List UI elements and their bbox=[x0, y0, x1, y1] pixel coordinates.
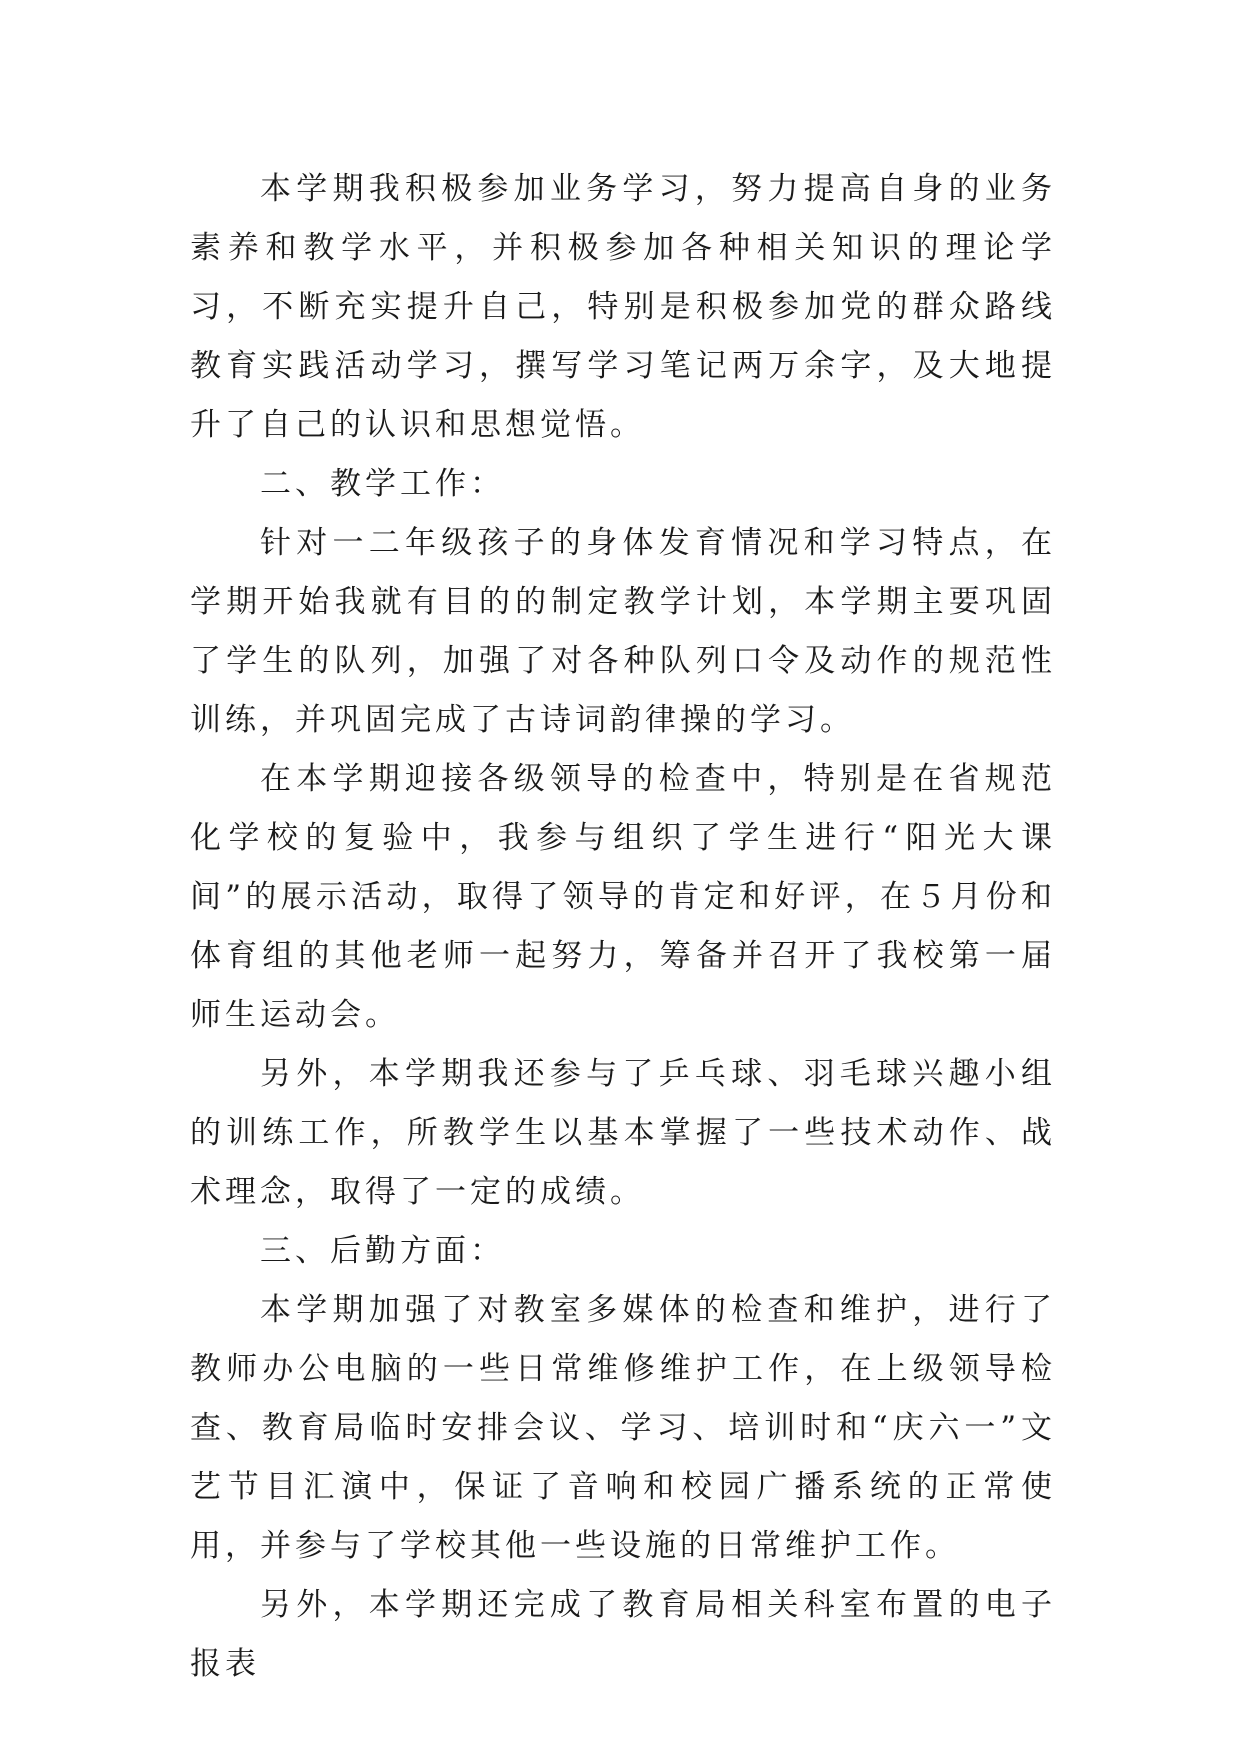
paragraph-study: 本学期我积极参加业务学习，努力提高自身的业务素养和教学水平，并积极参加各种相关知识的理论学习，不断充实提升自己，特别是积极参加党的群众路线教育实践活动学习，撰写学习笔记两万余字，及大地提升了自己的认识和思想觉悟。 bbox=[190, 171, 1056, 443]
paragraph-interest-groups: 另外，本学期我还参与了乒乓球、羽毛球兴趣小组的训练工作，所教学生以基本掌握了一些技术动作、战术理念，取得了一定的成绩。 bbox=[190, 1056, 1056, 1210]
paragraph-teaching-plan: 针对一二年级孩子的身体发育情况和学习特点，在学期开始我就有目的的制定教学计划，本学期主要巩固了学生的队列，加强了对各种队列口令及动作的规范性训练，并巩固完成了古诗词韵律操的学习。 bbox=[190, 525, 1056, 738]
heading-logistics: 三、后勤方面： bbox=[260, 1233, 505, 1269]
document-page bbox=[190, 160, 1056, 1682]
heading-teaching-work: 二、教学工作： bbox=[260, 466, 505, 502]
paragraph-reports: 另外，本学期还完成了教育局相关科室布置的电子报表 bbox=[190, 1587, 1056, 1682]
paragraph-maintenance: 本学期加强了对教室多媒体的检查和维护，进行了教师办公电脑的一些日常维修维护工作，在上级领导检查、教育局临时安排会议、学习、培训时和“庆六一”文艺节目汇演中，保证了音响和校园广播系统的正常使用，并参与了学校其他一些设施的日常维护工作。 bbox=[190, 1292, 1056, 1564]
paragraph-inspection: 在本学期迎接各级领导的检查中，特别是在省规范化学校的复验中，我参与组织了学生进行“阳光大课间”的展示活动，取得了领导的肯定和好评，在５月份和体育组的其他老师一起努力，筹备并召开了我校第一届师生运动会。 bbox=[190, 761, 1056, 1033]
